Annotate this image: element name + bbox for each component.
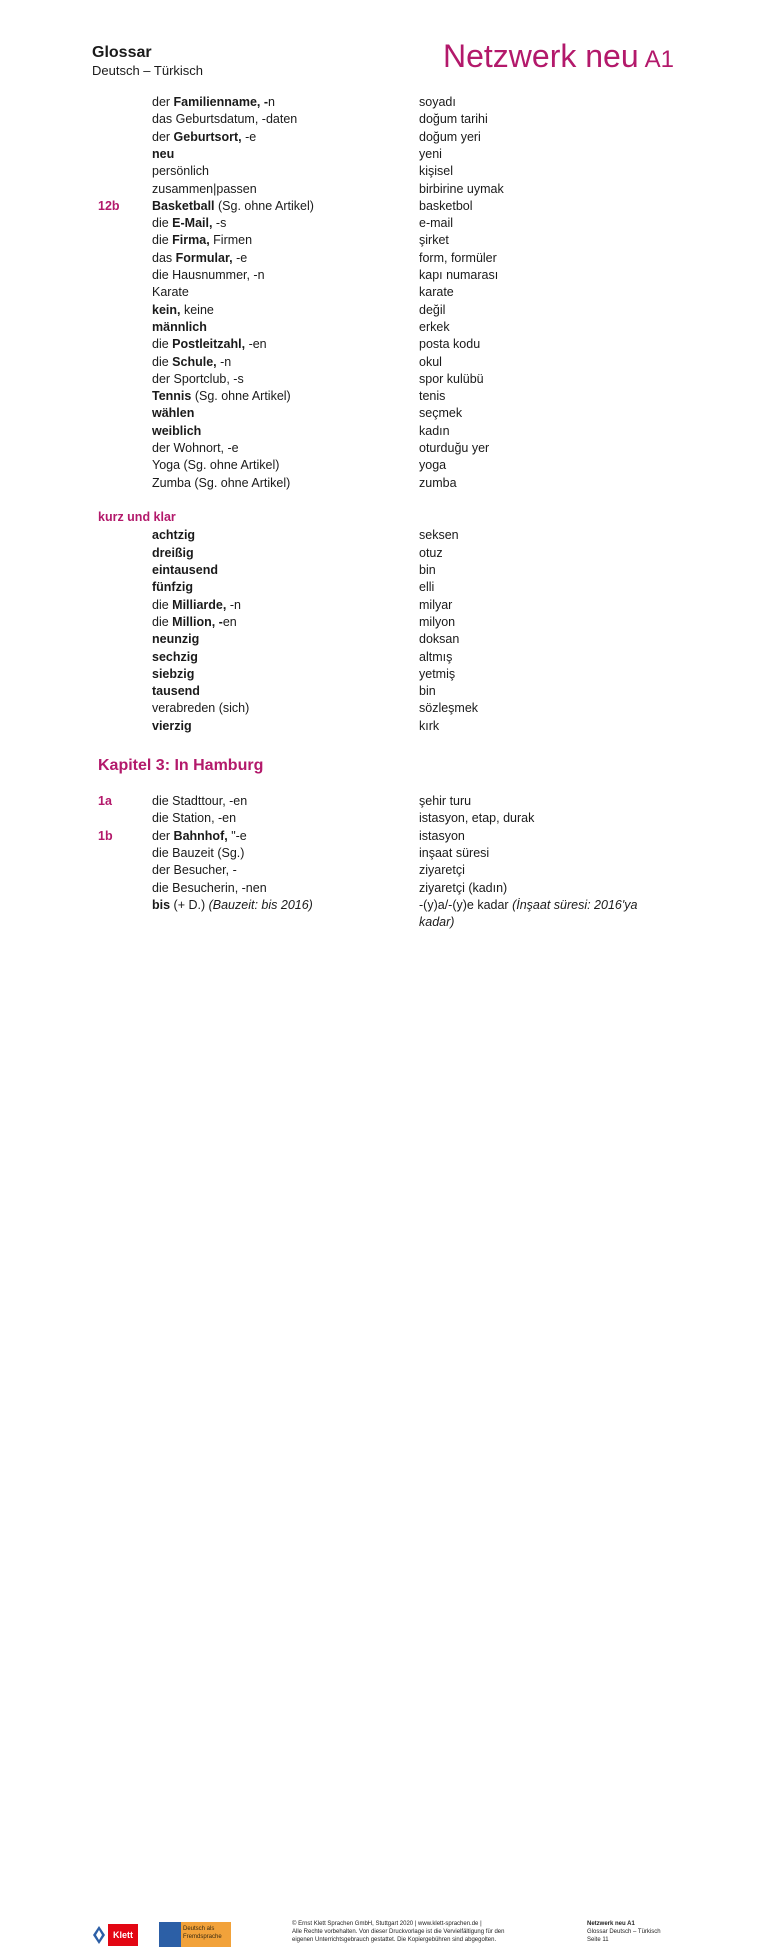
legal-notice — [292, 1920, 542, 1944]
text-run: soyadı — [419, 95, 456, 109]
german-term — [152, 545, 412, 562]
german-term — [152, 649, 412, 666]
glossary-title: Glossar — [92, 44, 152, 61]
text-run: sechzig — [152, 649, 198, 664]
german-term — [152, 631, 412, 648]
glossary-row — [0, 215, 768, 232]
glossary-row — [0, 336, 768, 353]
text-run: otuz — [419, 545, 443, 560]
daf-logo — [159, 1922, 231, 1947]
german-term — [152, 666, 412, 683]
turkish-translation — [419, 880, 689, 897]
turkish-translation — [419, 527, 689, 544]
german-term — [152, 371, 412, 388]
text-run: ziyaretçi (kadın) — [419, 880, 508, 895]
german-term — [152, 897, 412, 914]
glossary-row — [0, 284, 768, 301]
german-term — [152, 562, 412, 579]
turkish-translation — [419, 371, 689, 388]
turkish-translation — [419, 562, 689, 579]
german-term — [152, 683, 412, 700]
glossary-row — [0, 457, 768, 474]
glossary-row — [0, 405, 768, 422]
glossary-row — [0, 579, 768, 596]
turkish-translation — [419, 232, 689, 249]
text-run: en — [222, 614, 237, 629]
text-run: Firma, — [172, 233, 214, 248]
german-term — [152, 163, 412, 180]
text-run: form, formüler — [419, 250, 497, 265]
german-term — [152, 111, 412, 128]
text-run: yoga — [419, 458, 447, 473]
text-run: tenis — [419, 389, 446, 404]
german-term — [152, 597, 412, 614]
text-run: der Sportclub, -s — [152, 371, 244, 386]
text-run: eintausend — [152, 563, 218, 577]
text-run: zumba — [419, 475, 457, 490]
german-term — [152, 440, 412, 457]
exercise-number: 1b — [98, 828, 113, 843]
glossary-row — [0, 700, 768, 717]
text-run: milyar — [419, 597, 453, 612]
text-run: die — [152, 614, 173, 629]
text-run: doksan — [419, 632, 460, 647]
turkish-translation — [419, 579, 689, 596]
text-run: -n — [220, 354, 232, 369]
text-run: okul — [419, 354, 442, 369]
turkish-translation — [419, 631, 689, 648]
text-run: n — [268, 95, 275, 109]
turkish-translation — [419, 284, 689, 301]
text-run: (+ D.) — [170, 897, 209, 912]
text-run: die — [152, 216, 173, 231]
glossary-row — [0, 371, 768, 388]
german-term — [152, 579, 412, 596]
section-heading: kurz und klar — [98, 509, 176, 524]
turkish-translation — [419, 388, 689, 405]
text-run: vierzig — [152, 718, 192, 733]
glossary-row — [0, 111, 768, 128]
text-run: -s — [215, 216, 227, 231]
glossary-row — [0, 163, 768, 180]
text-run: inşaat süresi — [419, 845, 490, 860]
text-run: Schule, — [172, 354, 221, 369]
german-term — [152, 718, 412, 735]
glossary-row — [0, 897, 768, 914]
text-run: achtzig — [152, 528, 196, 543]
text-run: kadın — [419, 423, 450, 438]
exercise-number: 1a — [98, 794, 112, 808]
text-run: (Sg. ohne Artikel) — [191, 389, 291, 404]
glossary-row — [0, 475, 768, 492]
turkish-translation — [419, 336, 689, 353]
text-run: zusammen|passen — [152, 181, 257, 196]
turkish-translation — [419, 423, 689, 440]
turkish-translation — [419, 181, 689, 198]
page-number: Seite 11 — [587, 1937, 609, 1943]
text-run: Geburtsort, — [173, 129, 246, 144]
german-term — [152, 319, 412, 336]
turkish-translation — [419, 163, 689, 180]
text-run: spor kulübü — [419, 371, 484, 386]
glossary-row — [0, 94, 768, 111]
text-run: "-e — [231, 828, 247, 843]
text-run: Yoga (Sg. ohne Artikel) — [152, 458, 280, 473]
german-term — [152, 198, 412, 215]
chapter-heading: Kapitel 3: In Hamburg — [98, 757, 264, 774]
glossary-row — [0, 666, 768, 683]
text-run: kapı numarası — [419, 268, 499, 282]
text-run: oturduğu yer — [419, 441, 490, 455]
text-run: die Stadttour, -en — [152, 794, 248, 808]
glossary-row — [0, 129, 768, 146]
german-term — [152, 94, 412, 111]
text-run: die Bauzeit (Sg.) — [152, 845, 245, 860]
german-term — [152, 215, 412, 232]
text-run: der — [152, 129, 174, 144]
german-term — [152, 614, 412, 631]
text-run: şirket — [419, 233, 449, 248]
text-run: -(y)a/-(y)e kadar — [419, 897, 513, 912]
page-info-subtitle: Glossar Deutsch – Türkisch — [587, 1929, 661, 1935]
page-info — [587, 1920, 697, 1944]
glossary-row — [0, 828, 768, 845]
text-run: karate — [419, 285, 454, 300]
glossary-row — [0, 440, 768, 457]
footer — [0, 958, 768, 1943]
glossary-row — [0, 527, 768, 544]
text-run: das — [152, 250, 176, 265]
turkish-translation — [419, 354, 689, 371]
text-run: Karate — [152, 285, 189, 300]
glossary-row — [0, 810, 768, 827]
page-info-title: Netzwerk neu A1 — [587, 1921, 635, 1927]
text-run: die Besucherin, -nen — [152, 880, 267, 895]
german-term — [152, 129, 412, 146]
text-run: -e — [245, 129, 257, 144]
turkish-translation — [419, 914, 689, 931]
glossary-row — [0, 250, 768, 267]
turkish-translation — [419, 810, 689, 827]
text-run: kırk — [419, 718, 440, 733]
text-run: altmış — [419, 649, 453, 664]
turkish-translation — [419, 475, 689, 492]
text-run: bin — [419, 684, 436, 699]
glossary-subtitle: Deutsch – Türkisch — [92, 63, 204, 78]
turkish-translation — [419, 649, 689, 666]
turkish-translation — [419, 405, 689, 422]
legal-line-2: Alle Rechte vorbehalten. Von dieser Druckvorlage ist die Vervielfältigung für den — [292, 1929, 505, 1935]
text-run: değil — [419, 302, 446, 317]
text-run: die Hausnummer, -n — [152, 268, 265, 282]
glossary-row — [0, 267, 768, 284]
text-run: die — [152, 233, 173, 248]
text-run: männlich — [152, 319, 207, 334]
exercise-number: 12b — [98, 198, 120, 213]
text-run: e-mail — [419, 216, 454, 231]
text-run: yeni — [419, 146, 442, 161]
text-run: Million, - — [172, 614, 223, 629]
glossary-row — [0, 614, 768, 631]
glossary-row — [0, 181, 768, 198]
german-term — [152, 146, 412, 163]
german-term — [152, 475, 412, 492]
text-run: -en — [248, 337, 267, 352]
glossary-row — [0, 146, 768, 163]
glossary-row — [0, 683, 768, 700]
german-term — [152, 793, 412, 810]
turkish-translation — [419, 897, 689, 914]
text-run: (İnşaat süresi: 2016'ya — [512, 897, 638, 912]
german-term — [152, 302, 412, 319]
text-run: -n — [229, 597, 241, 612]
turkish-translation — [419, 440, 689, 457]
text-run: der — [152, 95, 174, 109]
text-run: E-Mail, — [172, 216, 216, 231]
german-term — [152, 250, 412, 267]
text-run: weiblich — [152, 423, 202, 438]
text-run: Tennis — [152, 389, 192, 404]
klett-leaf-icon — [92, 1926, 106, 1944]
glossary-row — [0, 862, 768, 879]
glossary-row — [0, 232, 768, 249]
text-run: die Station, -en — [152, 811, 237, 826]
turkish-translation — [419, 793, 689, 810]
text-run: tausend — [152, 684, 200, 699]
german-term — [152, 405, 412, 422]
daf-logo-mark — [159, 1922, 181, 1947]
glossary-row — [0, 423, 768, 440]
german-term — [152, 457, 412, 474]
text-run: das Geburtsdatum, -daten — [152, 112, 298, 127]
turkish-translation — [419, 845, 689, 862]
text-run: neunzig — [152, 632, 200, 647]
text-run: Firmen — [213, 233, 253, 248]
text-run: basketbol — [419, 198, 473, 213]
turkish-translation — [419, 597, 689, 614]
text-run: fünfzig — [152, 580, 193, 595]
german-term — [152, 232, 412, 249]
glossary-row — [0, 388, 768, 405]
text-run: persönlich — [152, 164, 209, 179]
glossary-row — [0, 354, 768, 371]
turkish-translation — [419, 718, 689, 735]
text-run: seksen — [419, 528, 459, 543]
german-term — [152, 423, 412, 440]
text-run: der Wohnort, -e — [152, 441, 239, 455]
turkish-translation — [419, 111, 689, 128]
turkish-translation — [419, 129, 689, 146]
text-run: Basketball — [152, 198, 215, 213]
glossary-row — [0, 718, 768, 735]
german-term — [152, 388, 412, 405]
text-run: erkek — [419, 319, 450, 334]
text-run: bin — [419, 563, 436, 577]
text-run: Bahnhof, — [173, 828, 232, 843]
text-run: Postleitzahl, — [172, 337, 249, 352]
text-run: Formular, — [175, 250, 237, 265]
german-term — [152, 845, 412, 862]
text-run: istasyon — [419, 828, 465, 843]
text-run: bis — [152, 897, 171, 912]
klett-logo — [92, 1924, 138, 1946]
text-run: kişisel — [419, 164, 454, 179]
german-term — [152, 880, 412, 897]
text-run: kadar) — [419, 915, 455, 930]
text-run: verabreden (sich) — [152, 701, 250, 716]
german-term — [152, 862, 412, 879]
glossary-row — [0, 631, 768, 648]
glossary-row — [0, 880, 768, 897]
turkish-translation — [419, 302, 689, 319]
german-term — [152, 527, 412, 544]
text-run: seçmek — [419, 406, 463, 421]
text-run: (Bauzeit: bis 2016) — [208, 897, 313, 912]
brand-logo — [443, 38, 674, 75]
german-term — [152, 181, 412, 198]
turkish-translation — [419, 862, 689, 879]
german-term — [152, 354, 412, 371]
legal-line-3: eigenen Unterrichtsgebrauch gestattet. Die Kopiergebühren sind abgegolten. — [292, 1937, 497, 1943]
text-run: der Besucher, - — [152, 863, 237, 878]
text-run: yetmiş — [419, 666, 456, 681]
text-run: (Sg. ohne Artikel) — [214, 198, 314, 213]
turkish-translation — [419, 215, 689, 232]
turkish-translation — [419, 545, 689, 562]
text-run: -e — [236, 250, 248, 265]
text-run: Familienname, - — [173, 95, 269, 109]
klett-wordmark: Klett — [108, 1924, 138, 1946]
turkish-translation — [419, 614, 689, 631]
brand-name: Netzwerk neu — [443, 38, 639, 74]
turkish-translation — [419, 250, 689, 267]
text-run: Zumba (Sg. ohne Artikel) — [152, 475, 291, 490]
turkish-translation — [419, 198, 689, 215]
german-term — [152, 700, 412, 717]
daf-logo-text: Deutsch als Fremdsprache — [183, 1926, 222, 1940]
text-run: posta kodu — [419, 337, 481, 352]
text-run: die — [152, 354, 173, 369]
text-run: kein, — [152, 302, 184, 317]
text-run: die — [152, 337, 173, 352]
glossary-row — [0, 562, 768, 579]
glossary-row — [0, 649, 768, 666]
turkish-translation — [419, 828, 689, 845]
turkish-translation — [419, 319, 689, 336]
turkish-translation — [419, 683, 689, 700]
text-run: Milliarde, — [172, 597, 230, 612]
glossary-row — [0, 793, 768, 810]
glossary-row — [0, 319, 768, 336]
text-run: ziyaretçi — [419, 863, 465, 878]
legal-line-1: © Ernst Klett Sprachen GmbH, Stuttgart 2020 | www.klett-sprachen.de | — [292, 1921, 482, 1927]
glossary-row — [0, 198, 768, 215]
text-run: der — [152, 828, 174, 843]
brand-level: A1 — [644, 46, 674, 73]
german-term — [152, 810, 412, 827]
glossary-row — [0, 914, 768, 931]
text-run: die — [152, 597, 173, 612]
text-run: istasyon, etap, durak — [419, 811, 535, 826]
turkish-translation — [419, 700, 689, 717]
text-run: sözleşmek — [419, 701, 479, 716]
turkish-translation — [419, 146, 689, 163]
text-run: dreißig — [152, 545, 194, 560]
glossary-row — [0, 597, 768, 614]
text-run: şehir turu — [419, 794, 472, 808]
text-run: birbirine uymak — [419, 181, 504, 196]
glossary-row — [0, 302, 768, 319]
text-run: keine — [183, 302, 214, 317]
glossary-row — [0, 845, 768, 862]
german-term — [152, 828, 412, 845]
turkish-translation — [419, 666, 689, 683]
turkish-translation — [419, 267, 689, 284]
text-run: neu — [152, 146, 175, 161]
turkish-translation — [419, 94, 689, 111]
german-term — [152, 336, 412, 353]
text-run: wählen — [152, 406, 195, 421]
german-term — [152, 267, 412, 284]
glossary-row — [0, 545, 768, 562]
text-run: siebzig — [152, 666, 195, 681]
text-run: milyon — [419, 614, 456, 629]
text-run: doğum tarihi — [419, 112, 488, 127]
turkish-translation — [419, 457, 689, 474]
text-run: doğum yeri — [419, 129, 481, 144]
german-term — [152, 284, 412, 301]
text-run: elli — [419, 580, 435, 595]
